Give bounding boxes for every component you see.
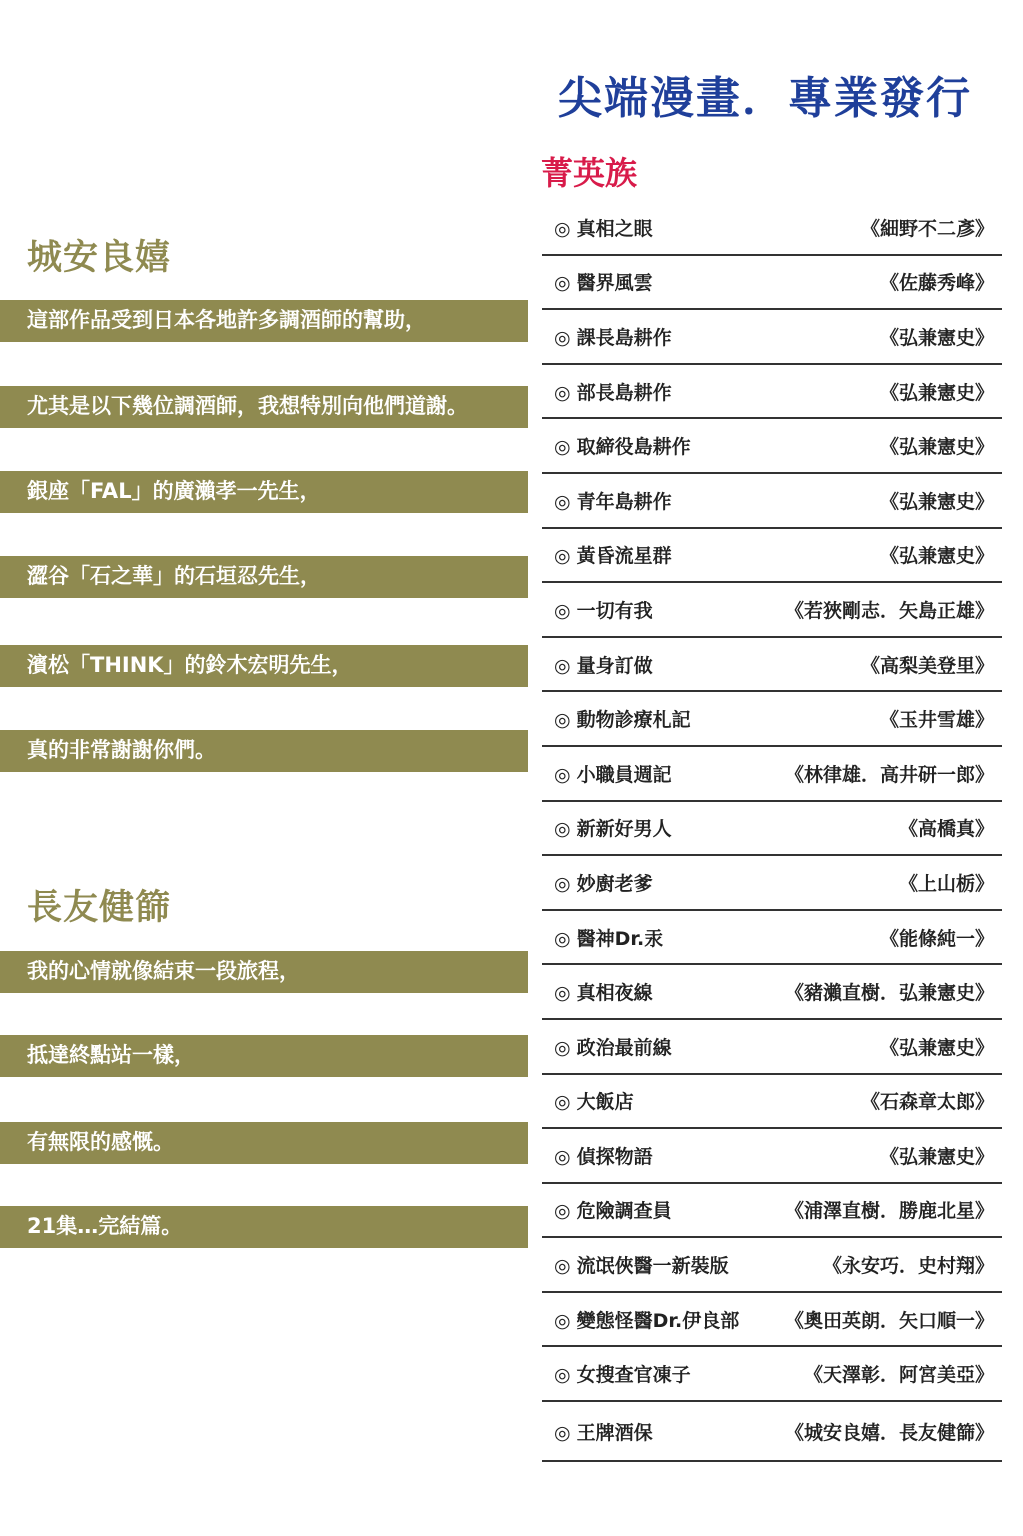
- catalog-item-title: 王牌酒保: [576, 1421, 653, 1444]
- catalog-item-author: 《上山栃》: [898, 872, 994, 895]
- catalog-item-title-wrap: [554, 1251, 729, 1278]
- bullet-icon: ◎: [554, 1200, 571, 1223]
- catalog-item: [542, 529, 1002, 584]
- catalog-item-author: 《高梨美登里》: [860, 654, 994, 677]
- catalog-item-title-wrap: [554, 541, 672, 568]
- publisher-title: 尖端漫畫．專業發行: [558, 73, 972, 124]
- catalog-item-title-wrap: [554, 323, 672, 350]
- bullet-icon: ◎: [554, 1421, 571, 1444]
- catalog-item-title: 妙廚老爹: [576, 872, 653, 895]
- catalog-item: [542, 638, 1002, 693]
- catalog-item-title: 動物診療札記: [576, 709, 691, 732]
- bullet-icon: ◎: [554, 1309, 571, 1332]
- catalog-item-title: 真相夜線: [576, 982, 653, 1005]
- bullet-icon: ◎: [554, 1036, 571, 1059]
- catalog-item-title-wrap: [554, 487, 672, 514]
- catalog-item-title-wrap: [554, 978, 653, 1005]
- catalog-item-author: 《弘兼憲史》: [879, 326, 994, 349]
- catalog-item-title-wrap: [554, 268, 653, 295]
- catalog-item-author: 《豬瀨直樹．弘兼憲史》: [784, 982, 994, 1005]
- author1-line-6: 真的非常謝謝你們。: [0, 730, 528, 772]
- catalog-item: [542, 1402, 1002, 1462]
- catalog-item-title: 一切有我: [576, 599, 653, 622]
- catalog-item-title: 變態怪醫Dr.伊良部: [576, 1309, 740, 1332]
- catalog-item-author: 《林律雄．高井研一郎》: [784, 763, 994, 786]
- catalog-item-author: 《細野不二彥》: [860, 217, 994, 240]
- author1-line-1: 這部作品受到日本各地許多調酒師的幫助，: [0, 300, 528, 342]
- bullet-icon: ◎: [554, 490, 571, 513]
- catalog-item-title-wrap: [554, 869, 653, 896]
- author1-line-2: 尤其是以下幾位調酒師，我想特別向他們道謝。: [0, 386, 528, 428]
- catalog-item: [542, 747, 1002, 802]
- catalog-item-author: 《永安巧．史村翔》: [822, 1255, 994, 1278]
- catalog-item: [542, 1184, 1002, 1239]
- author2-line-3: 有無限的感慨。: [0, 1122, 528, 1164]
- catalog-item-author: 《奧田英朗．矢口順一》: [784, 1309, 994, 1332]
- catalog-item: [542, 1347, 1002, 1402]
- catalog-item-title: 偵探物語: [576, 1145, 653, 1168]
- catalog-item-title-wrap: [554, 1418, 653, 1445]
- bullet-icon: ◎: [554, 709, 571, 732]
- catalog-item-title: 女搜查官凍子: [576, 1364, 691, 1387]
- author1-line-5: 濱松「THINK」的鈴木宏明先生，: [0, 645, 528, 687]
- catalog-item-title: 新新好男人: [576, 818, 672, 841]
- catalog-item-title-wrap: [554, 432, 691, 459]
- catalog-item-title-wrap: [554, 705, 691, 732]
- bullet-icon: ◎: [554, 1145, 571, 1168]
- catalog-item-title: 小職員週記: [576, 763, 672, 786]
- catalog-item: [542, 965, 1002, 1020]
- catalog-item-title-wrap: [554, 1033, 672, 1060]
- catalog-item-title: 部長島耕作: [576, 381, 672, 404]
- catalog-item-title: 真相之眼: [576, 217, 653, 240]
- catalog-item-title-wrap: [554, 760, 672, 787]
- author2-line-1: 我的心情就像結束一段旅程，: [0, 951, 528, 993]
- catalog-item-author: 《能條純一》: [879, 927, 994, 950]
- author2-line-2: 抵達終點站一樣，: [0, 1035, 528, 1077]
- catalog-item-author: 《石森章太郎》: [860, 1091, 994, 1114]
- catalog-item-title-wrap: [554, 924, 663, 951]
- catalog-item: [542, 692, 1002, 747]
- catalog-item: [542, 474, 1002, 529]
- catalog-item-title-wrap: [554, 1306, 739, 1333]
- catalog-item-title-wrap: [554, 378, 672, 405]
- catalog-item-title: 危險調查員: [576, 1200, 672, 1223]
- catalog-item-author: 《城安良嬉．長友健篩》: [784, 1421, 994, 1444]
- catalog-item-title-wrap: [554, 1087, 634, 1114]
- catalog-item-title-wrap: [554, 651, 653, 678]
- catalog-item-author: 《弘兼憲史》: [879, 490, 994, 513]
- catalog-item: [542, 310, 1002, 365]
- catalog-item: [542, 1293, 1002, 1348]
- bullet-icon: ◎: [554, 599, 571, 622]
- catalog-item-author: 《高橋真》: [898, 818, 994, 841]
- catalog-item-author: 《若狹剛志．矢島正雄》: [784, 599, 994, 622]
- catalog-item-title: 取締役島耕作: [576, 436, 691, 459]
- bullet-icon: ◎: [554, 1255, 571, 1278]
- catalog-item-title: 青年島耕作: [576, 490, 672, 513]
- catalog-item-author: 《弘兼憲史》: [879, 436, 994, 459]
- catalog-item-author: 《弘兼憲史》: [879, 545, 994, 568]
- bullet-icon: ◎: [554, 436, 571, 459]
- catalog-item-author: 《玉井雪雄》: [879, 709, 994, 732]
- bullet-icon: ◎: [554, 872, 571, 895]
- catalog-item-author: 《弘兼憲史》: [879, 1145, 994, 1168]
- catalog-item-title: 醫神Dr.汞: [576, 927, 664, 950]
- catalog-item-title: 黃昏流星群: [576, 545, 672, 568]
- bullet-icon: ◎: [554, 272, 571, 295]
- catalog-item-title: 政治最前線: [576, 1036, 672, 1059]
- author-heading-2: 長友健篩: [27, 888, 172, 928]
- catalog-item: [542, 1129, 1002, 1184]
- catalog-item: [542, 911, 1002, 966]
- catalog-item: [542, 201, 1002, 256]
- catalog-item-author: 《弘兼憲史》: [879, 1036, 994, 1059]
- catalog-item-title-wrap: [554, 596, 653, 623]
- bullet-icon: ◎: [554, 818, 571, 841]
- catalog-item: [542, 1020, 1002, 1075]
- catalog-item-title: 課長島耕作: [576, 326, 672, 349]
- catalog-item: [542, 256, 1002, 311]
- catalog-list: [542, 201, 1002, 1462]
- bullet-icon: ◎: [554, 381, 571, 404]
- catalog-item-author: 《天澤彰．阿宮美亞》: [803, 1364, 994, 1387]
- author-heading-1: 城安良嬉: [27, 238, 172, 278]
- catalog-item-title: 大飯店: [576, 1091, 634, 1114]
- catalog-item-title-wrap: [554, 1142, 653, 1169]
- catalog-item-title-wrap: [554, 214, 653, 241]
- catalog-item: [542, 802, 1002, 857]
- author2-line-4: 21集…完結篇。: [0, 1206, 528, 1248]
- author1-line-3: 銀座「FAL」的廣瀨孝一先生，: [0, 471, 528, 513]
- catalog-item-title: 醫界風雲: [576, 272, 653, 295]
- bullet-icon: ◎: [554, 927, 571, 950]
- catalog-item-title-wrap: [554, 1360, 691, 1387]
- series-label: 菁英族: [541, 154, 638, 192]
- catalog-item-title: 流氓俠醫一新裝版: [576, 1255, 729, 1278]
- bullet-icon: ◎: [554, 326, 571, 349]
- catalog-item: [542, 1075, 1002, 1130]
- catalog-item-author: 《浦澤直樹．勝鹿北星》: [784, 1200, 994, 1223]
- catalog-item: [542, 583, 1002, 638]
- bullet-icon: ◎: [554, 545, 571, 568]
- bullet-icon: ◎: [554, 763, 571, 786]
- catalog-item-title-wrap: [554, 1196, 672, 1223]
- bullet-icon: ◎: [554, 1364, 571, 1387]
- catalog-item-title: 量身訂做: [576, 654, 653, 677]
- author1-line-4: 澀谷「石之華」的石垣忍先生，: [0, 556, 528, 598]
- catalog-item-author: 《佐藤秀峰》: [879, 272, 994, 295]
- bullet-icon: ◎: [554, 217, 571, 240]
- catalog-item-author: 《弘兼憲史》: [879, 381, 994, 404]
- catalog-item: [542, 419, 1002, 474]
- catalog-item: [542, 365, 1002, 420]
- catalog-item-title-wrap: [554, 814, 672, 841]
- catalog-item: [542, 1238, 1002, 1293]
- catalog-item: [542, 856, 1002, 911]
- bullet-icon: ◎: [554, 654, 571, 677]
- bullet-icon: ◎: [554, 982, 571, 1005]
- bullet-icon: ◎: [554, 1091, 571, 1114]
